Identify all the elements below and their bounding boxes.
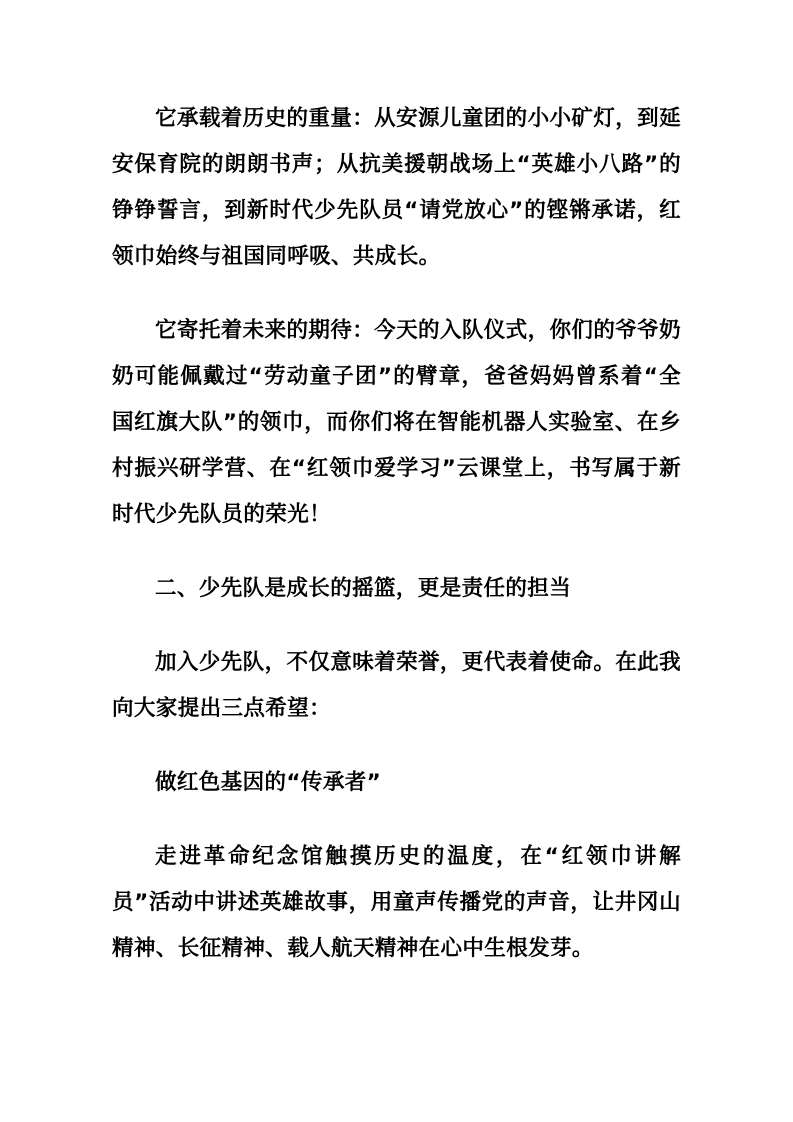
- subheading-red-gene-inheritor: 做红色基因的“传承者”: [155, 770, 382, 795]
- paragraph-history-weight: 它承载着历史的重量：从安源儿童团的小小矿灯，到延安保育院的朗朗书声；从抗美援朝战场上“英雄小八路”的铮铮誓言，到新时代少先队员“请党放心”的铿锵承诺，红领巾始终与祖国同呼吸、共成长。: [112, 106, 681, 269]
- paragraph-three-hopes-intro: 加入少先队，不仅意味着荣誉，更代表着使命。在此我向大家提出三点希望：: [112, 650, 681, 721]
- document-body: [112, 96, 681, 972]
- paragraph-revolution-memorial: 走进革命纪念馆触摸历史的温度，在“红领巾讲解员”活动中讲述英雄故事，用童声传播党的声音，让井冈山精神、长征精神、载人航天精神在心中生根发芽。: [112, 844, 681, 961]
- paragraph-future-expectation: 它寄托着未来的期待：今天的入队仪式，你们的爷爷奶奶可能佩戴过“劳动童子团”的臂章，爸爸妈妈曾系着“全国红旗大队”的领巾，而你们将在智能机器人实验室、在乡村振兴研学营、在“红领巾爱学习”云课堂上，书写属于新时代少先队员的荣光！: [112, 318, 681, 527]
- section-heading-two: 二、少先队是成长的摇篮，更是责任的担当: [155, 576, 572, 601]
